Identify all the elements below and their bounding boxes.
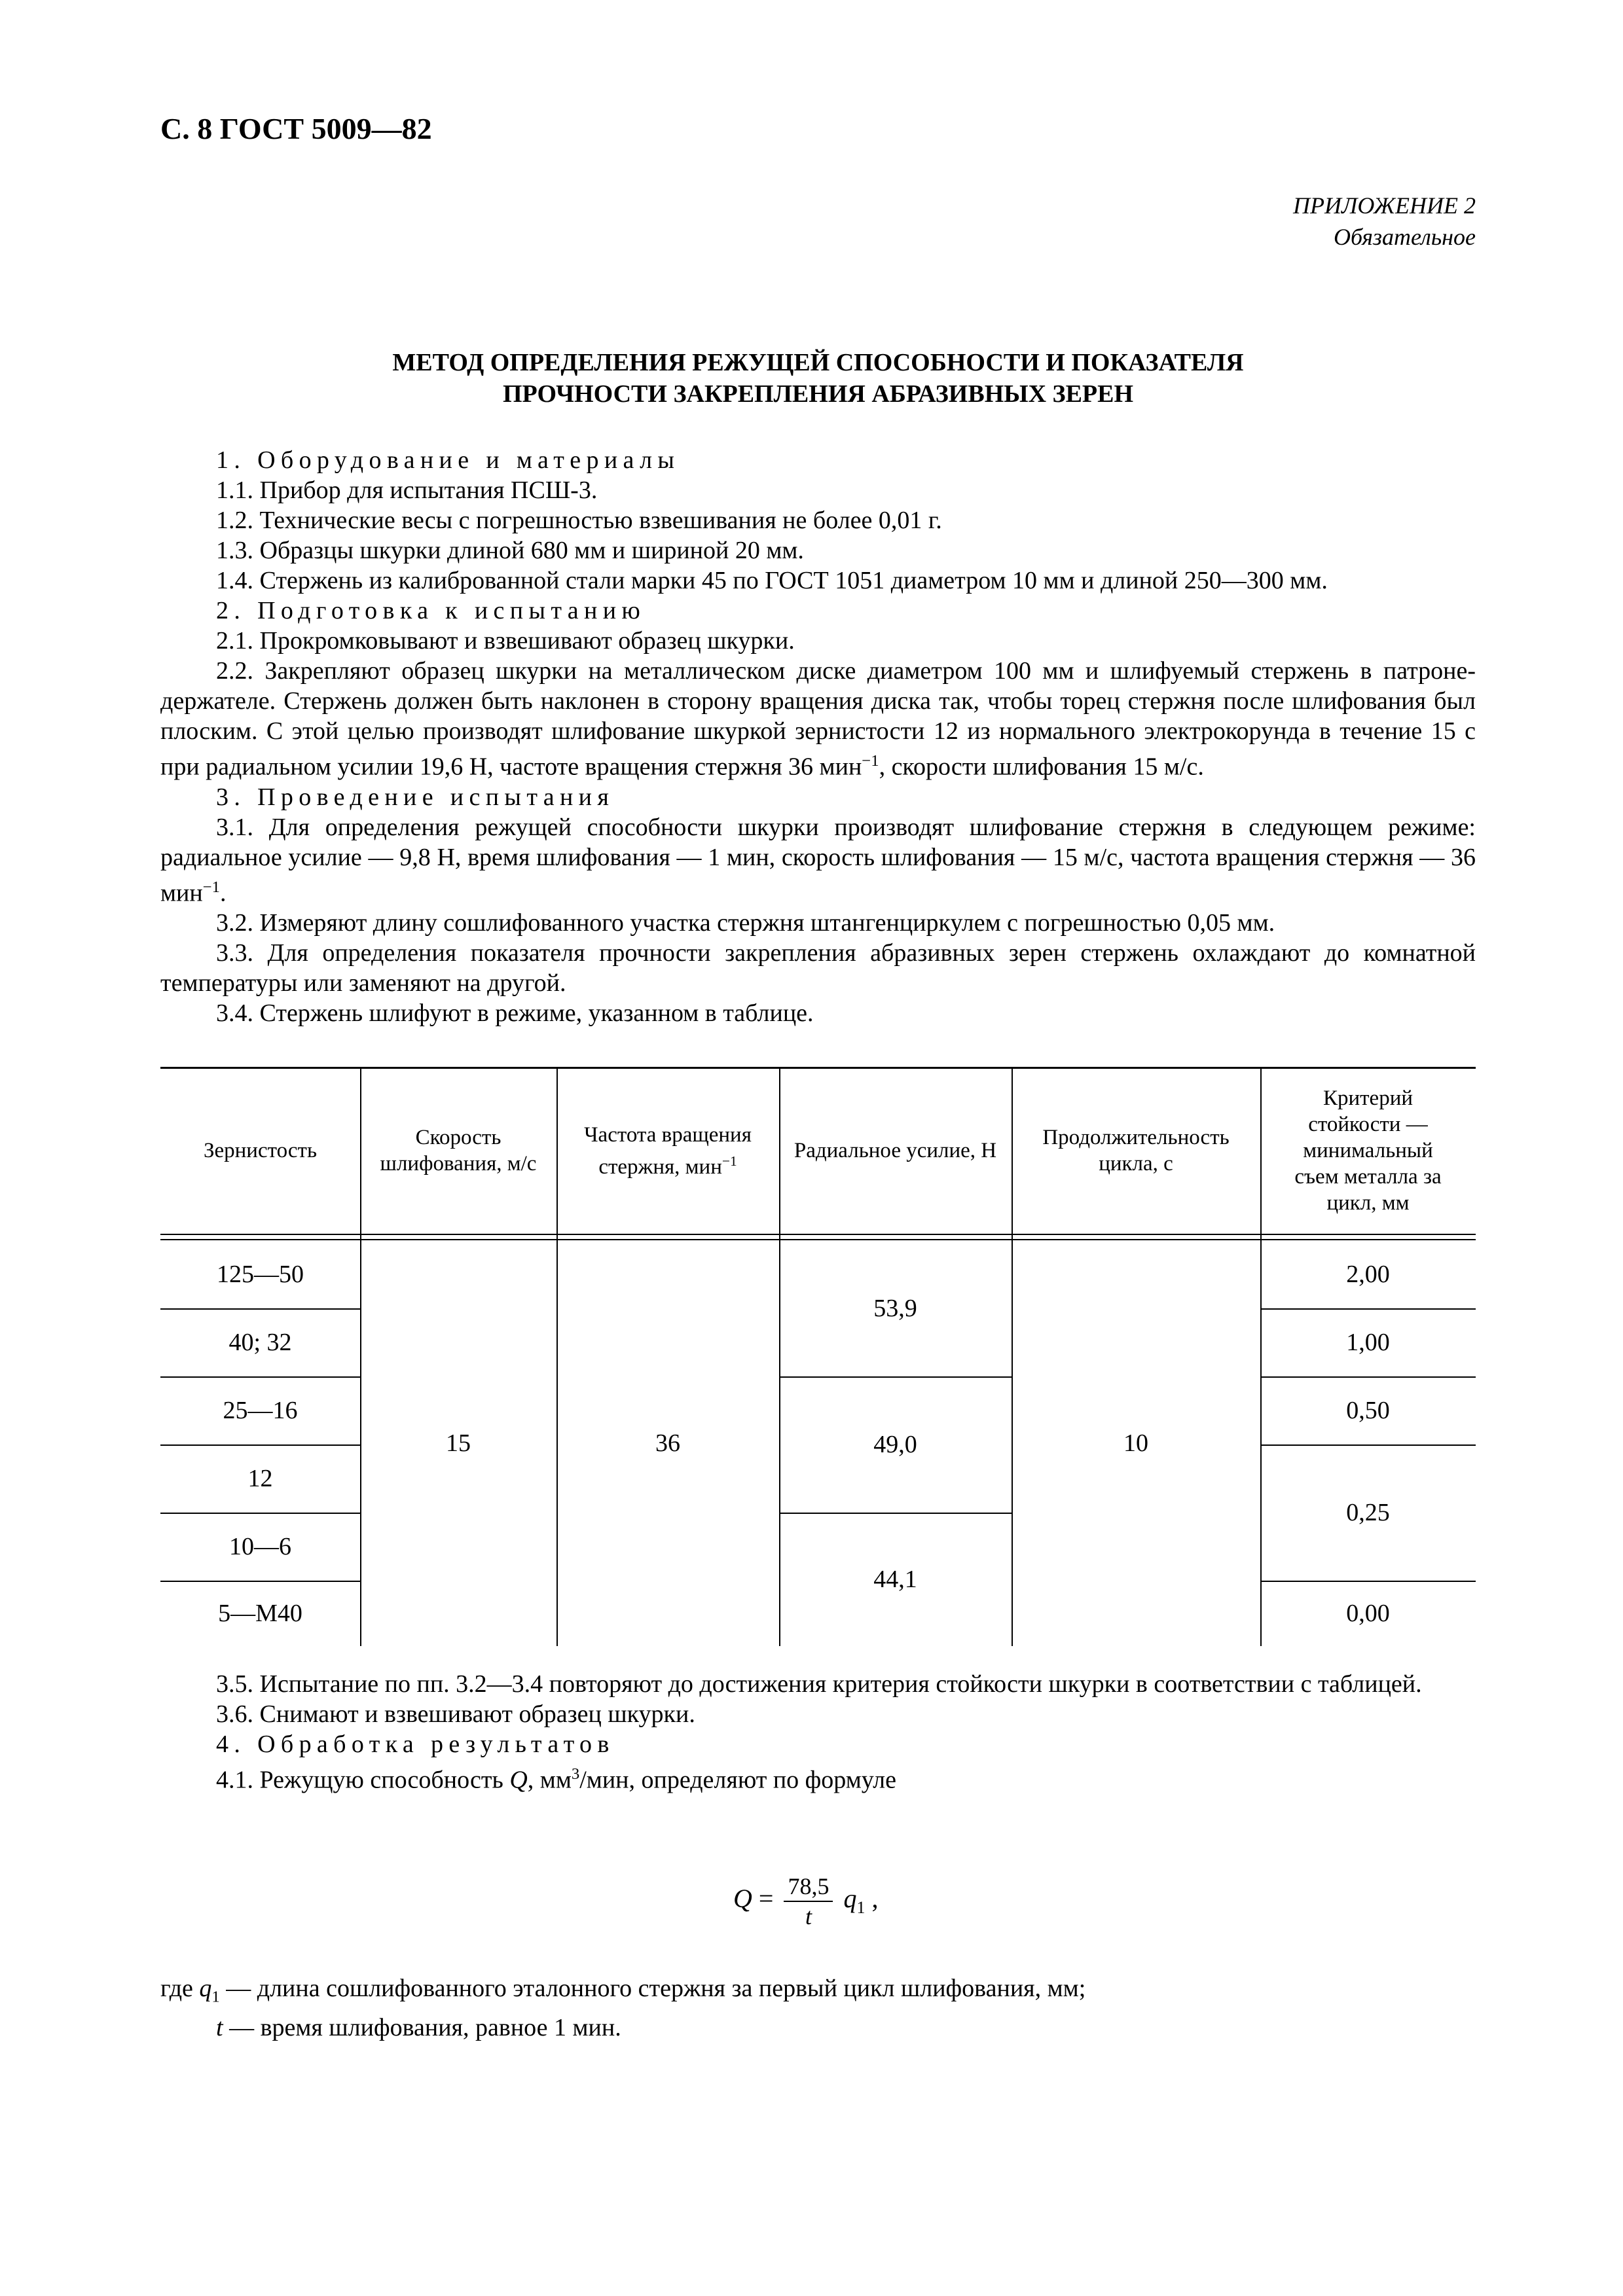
paragraph-4-1-exponent: 3	[571, 1765, 580, 1783]
header-force: Радиальное усилие, Н	[793, 1139, 997, 1162]
duration-cell: 10	[1123, 1429, 1148, 1457]
paragraph-3-1-text: 3.1. Для определения режущей способности шкурки производят шлифование стержня в следующем режиме: радиальное усилие — 9,8 Н, время шлифования — 1 мин, скорость шлифования — 15 м/с, частота вращения стержня — 36 мин	[160, 813, 1476, 907]
where-prefix: где	[160, 1975, 200, 2002]
appendix-status: Обязательное	[1334, 224, 1476, 250]
document-title	[160, 347, 1476, 410]
paragraph-3-1	[160, 812, 1476, 908]
body-bottom	[160, 1669, 1476, 1795]
where-q-definition: — длина сошлифованного эталонного стержня за первый цикл шлифования, мм;	[219, 1975, 1086, 2002]
paragraph-4-1-unit: , мм	[527, 1766, 572, 1794]
paragraph-4-1-text: 4.1. Режущую способность	[216, 1766, 510, 1794]
section-heading-1: 1. Оборудование и материалы	[216, 446, 680, 474]
criterion-cell: 2,00	[1346, 1261, 1390, 1288]
header-speed: Скорость шлифования, м/с	[380, 1126, 537, 1175]
speed-cell: 15	[446, 1429, 471, 1457]
where-line-2	[160, 2013, 1476, 2043]
header-grit: Зернистость	[203, 1139, 318, 1162]
criterion-cell: 0,25	[1346, 1499, 1390, 1526]
section-heading-4: 4. Обработка результатов	[216, 1731, 615, 1758]
paragraph-1-4: 1.4. Стержень из калиброванной стали марки 45 по ГОСТ 1051 диаметром 10 мм и длиной 250—300 мм.	[216, 567, 1328, 594]
paragraph-3-4: 3.4. Стержень шлифуют в режиме, указанном в таблице.	[216, 999, 814, 1028]
frequency-cell: 36	[655, 1429, 680, 1457]
test-mode-table	[160, 1067, 1476, 1646]
body-top	[160, 445, 1476, 1028]
paragraph-3-1-tail: .	[220, 879, 227, 907]
formula-q-subscript: 1	[856, 1898, 866, 1918]
paragraph-3-3: 3.3. Для определения показателя прочности закрепления абразивных зерен стержень охлаждают до комнатной температуры или заменяют на другой.	[160, 939, 1476, 997]
force-cell: 44,1	[873, 1566, 917, 1593]
where-t-definition: — время шлифования, равное 1 мин.	[223, 2013, 621, 2041]
where-block	[160, 1973, 1476, 2043]
paragraph-2-2-exponent: −1	[862, 752, 879, 770]
grit-cell: 125—50	[217, 1261, 304, 1288]
where-q-subscript: 1	[211, 1988, 220, 2006]
criterion-cell: 1,00	[1346, 1329, 1390, 1356]
header-frequency	[556, 1069, 779, 1232]
paragraph-4-1	[160, 1759, 1476, 1795]
header-frequency-text: Частота вращения стержня, мин	[584, 1122, 752, 1179]
section-heading-2: 2. Подготовка к испытанию	[216, 597, 646, 624]
paragraph-3-2: 3.2. Измеряют длину сошлифованного участка стержня штангенциркулем с погрешностью 0,05 мм.	[216, 909, 1275, 937]
paragraph-1-1: 1.1. Прибор для испытания ПСШ-3.	[216, 476, 598, 504]
cutting-ability-formula	[733, 1872, 878, 1931]
paragraph-4-1-tail: /мин, определяют по формуле	[579, 1766, 896, 1794]
formula-denominator: t	[805, 1903, 812, 1929]
paragraph-2-2	[160, 656, 1476, 782]
force-cell: 49,0	[873, 1431, 917, 1458]
paragraph-2-2-tail: , скорости шлифования 15 м/с.	[879, 753, 1204, 781]
criterion-cell: 0,00	[1346, 1600, 1390, 1627]
formula-numerator: 78,5	[784, 1872, 833, 1902]
where-q: q	[199, 1975, 212, 2002]
appendix-label	[1293, 190, 1476, 253]
title-line-2: ПРОЧНОСТИ ЗАКРЕПЛЕНИЯ АБРАЗИВНЫХ ЗЕРЕН	[502, 380, 1134, 408]
grit-cell: 40; 32	[228, 1329, 292, 1356]
header-criterion: Критерий стойкости — минимальный съем металла за цикл, мм	[1294, 1086, 1442, 1215]
where-line-1	[160, 1973, 1476, 2013]
title-line-1: МЕТОД ОПРЕДЕЛЕНИЯ РЕЖУЩЕЙ СПОСОБНОСТИ И ПОКАЗАТЕЛЯ	[392, 349, 1244, 376]
header-duration: Продолжительность цикла, с	[1042, 1126, 1230, 1175]
paragraph-3-6: 3.6. Снимают и взвешивают образец шкурки.	[216, 1700, 695, 1728]
paragraph-2-1: 2.1. Прокромковывают и взвешивают образец шкурки.	[216, 627, 795, 655]
paragraph-4-1-symbol: Q	[509, 1766, 528, 1794]
paragraph-2-2-text: 2.2. Закрепляют образец шкурки на металлическом диске диаметром 100 мм и шлифуемый стержень в патроне-держателе. Стержень должен быть наклонен в сторону вращения диска так, чтобы торец стержня после шлифования был плоским. С этой целью производят шлифование шкуркой зернистости 12 из нормального электрокорунда в течение 15 с при радиальном усилии 19,6 Н, частоте вращения стержня 36 мин	[160, 657, 1476, 781]
header-frequency-exponent: −1	[721, 1153, 737, 1169]
criterion-cell: 0,50	[1346, 1397, 1390, 1424]
grit-cell: 5—М40	[218, 1600, 302, 1627]
formula-lhs: Q	[733, 1884, 752, 1914]
force-cell: 53,9	[873, 1295, 917, 1322]
section-heading-3: 3. Проведение испытания	[216, 783, 615, 811]
formula-comma: ,	[871, 1884, 879, 1914]
paragraph-3-1-exponent: −1	[202, 878, 220, 896]
paragraph-1-3: 1.3. Образцы шкурки длиной 680 мм и шириной 20 мм.	[216, 537, 804, 564]
paragraph-3-5: 3.5. Испытание по пп. 3.2—3.4 повторяют до достижения критерия стойкости шкурки в соответствии с таблицей.	[216, 1670, 1422, 1698]
grit-cell: 12	[247, 1465, 273, 1492]
page-header: С. 8 ГОСТ 5009—82	[160, 112, 432, 145]
grit-cell: 25—16	[223, 1397, 298, 1424]
grit-cell: 10—6	[229, 1533, 291, 1560]
where-t: t	[216, 2013, 223, 2041]
header-rule	[160, 1234, 1476, 1235]
formula-fraction	[784, 1872, 833, 1931]
formula-q: q	[843, 1884, 857, 1914]
formula-equals: =	[758, 1884, 774, 1914]
paragraph-1-2: 1.2. Технические весы с погрешностью взвешивания не более 0,01 г.	[216, 507, 942, 534]
appendix-title: ПРИЛОЖЕНИЕ 2	[1293, 192, 1476, 219]
